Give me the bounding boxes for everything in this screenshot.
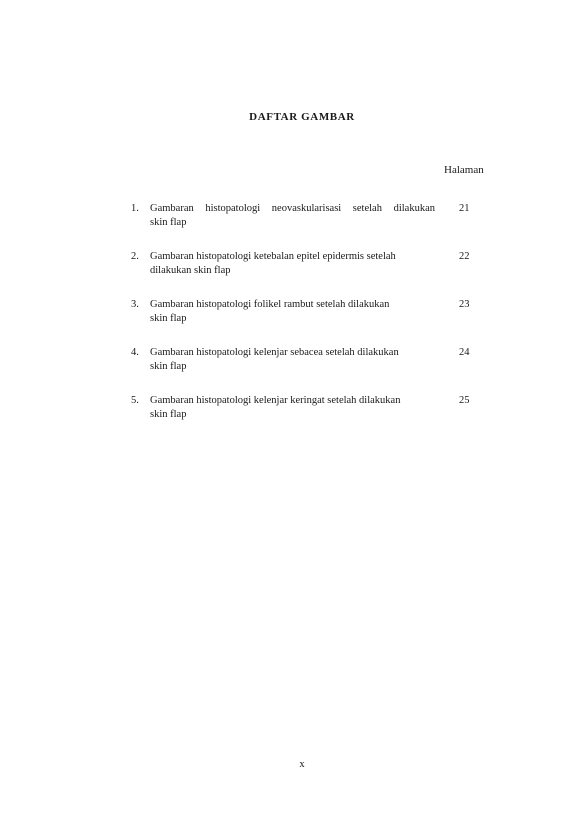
figure-list — [131, 202, 491, 442]
entry-caption — [150, 202, 435, 230]
entry-caption-line-1: Gambaran histopatologi kelenjar keringat setelah dilakukan — [150, 395, 401, 406]
entry-number: 5. — [131, 395, 139, 406]
entry-page-number: 22 — [459, 251, 470, 262]
entry-caption-line-1: Gambaran histopatologi neovaskularisasi setelah dilakukan — [150, 203, 435, 214]
entry-caption-line-2: dilakukan skin flap — [150, 265, 231, 276]
entry-caption-line-2: skin flap — [150, 217, 187, 228]
entry-caption-line-2: skin flap — [150, 313, 187, 324]
entry-caption — [150, 250, 435, 278]
entry-caption-line-1: Gambaran histopatologi kelenjar sebacea setelah dilakukan — [150, 347, 399, 358]
footer-page-number: x — [299, 759, 305, 770]
entry-caption — [150, 298, 435, 326]
figure-entry-2[interactable] — [131, 250, 491, 298]
page-column-header: Halaman — [444, 164, 484, 176]
entry-caption — [150, 394, 435, 422]
figure-entry-3[interactable] — [131, 298, 491, 346]
entry-number: 1. — [131, 203, 139, 214]
figure-entry-4[interactable] — [131, 346, 491, 394]
entry-number: 4. — [131, 347, 139, 358]
entry-number: 2. — [131, 251, 139, 262]
figure-entry-1[interactable] — [131, 202, 491, 250]
entry-number: 3. — [131, 299, 139, 310]
page-title: DAFTAR GAMBAR — [249, 111, 355, 123]
entry-page-number: 24 — [459, 347, 470, 358]
entry-caption-line-2: skin flap — [150, 361, 187, 372]
entry-page-number: 25 — [459, 395, 470, 406]
entry-page-number: 21 — [459, 203, 470, 214]
entry-caption-line-1: Gambaran histopatologi ketebalan epitel epidermis setelah — [150, 251, 396, 262]
entry-page-number: 23 — [459, 299, 470, 310]
figure-entry-5[interactable] — [131, 394, 491, 442]
entry-caption-line-1: Gambaran histopatologi folikel rambut setelah dilakukan — [150, 299, 390, 310]
entry-caption — [150, 346, 435, 374]
entry-caption-line-2: skin flap — [150, 409, 187, 420]
